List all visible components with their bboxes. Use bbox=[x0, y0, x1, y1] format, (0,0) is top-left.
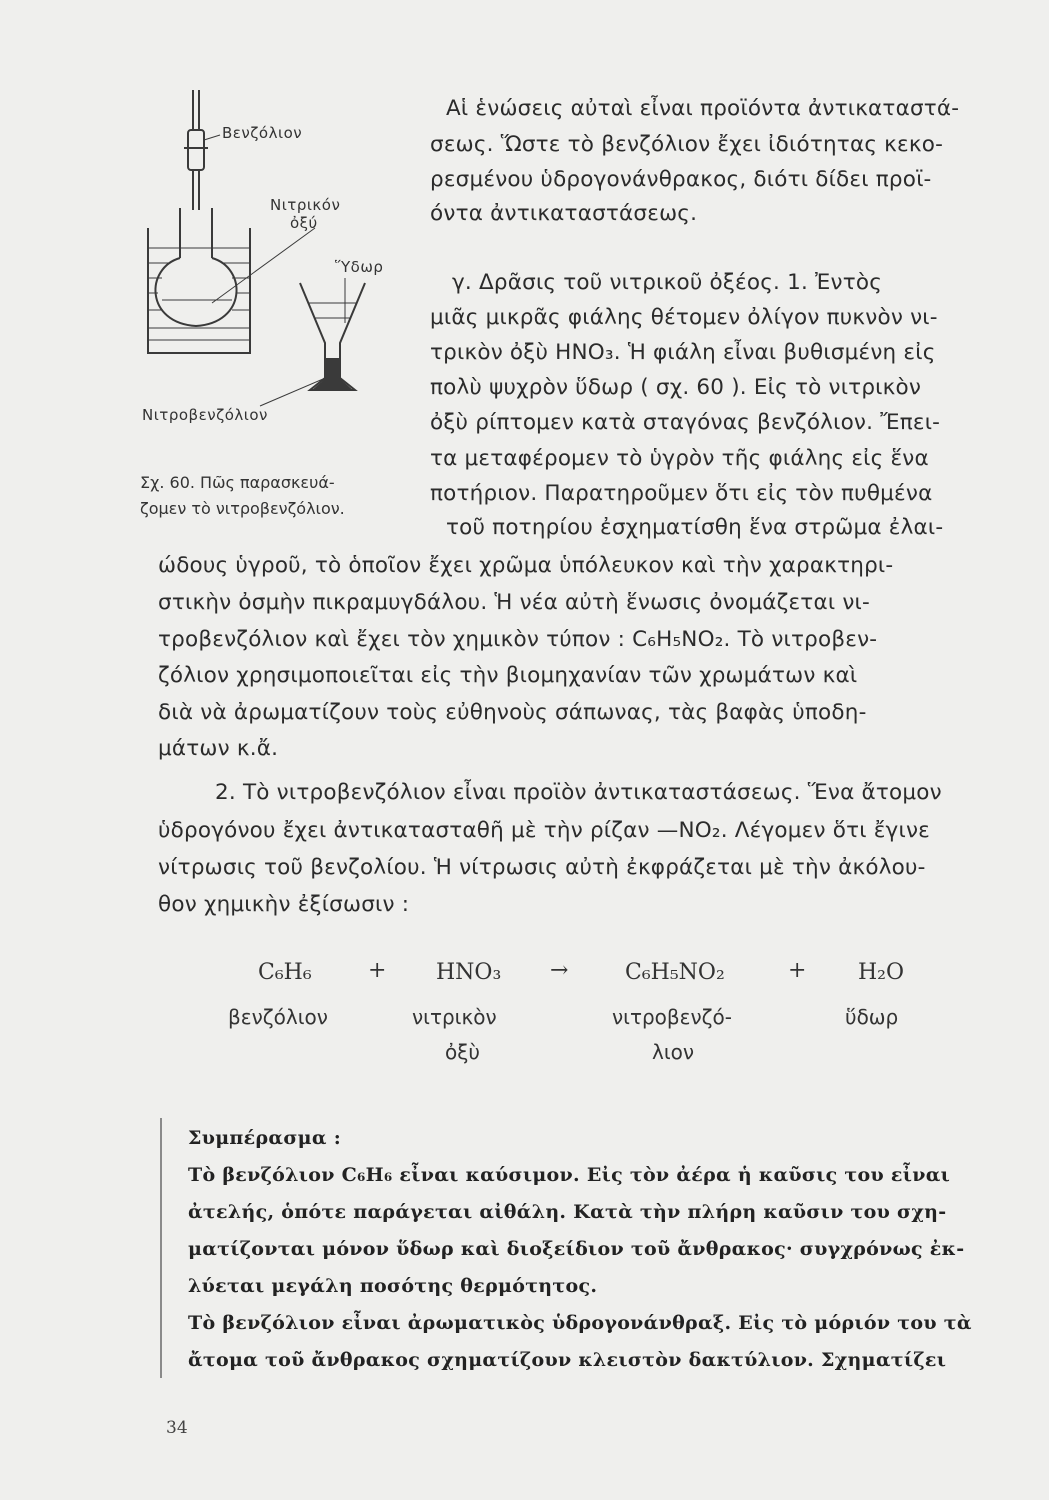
text-line: τοῦ ποτηρίου ἐσχηματίσθη ἕνα στρῶμα ἐλαι- bbox=[446, 515, 944, 540]
page-number: 34 bbox=[166, 1418, 188, 1438]
label-nitrobenzene: Νιτροβενζόλιον bbox=[142, 406, 268, 424]
eq-name-nitric-2: ὀξὺ bbox=[445, 1040, 480, 1064]
eq-name-benzene: βενζόλιον bbox=[228, 1005, 328, 1029]
section-heading: γ. Δρᾶσις τοῦ νιτρικοῦ ὀξέος. 1. Ἐντὸς bbox=[452, 270, 883, 295]
conclusion-line: ματίζονται μόνον ὕδωρ καὶ διοξείδιον τοῦ ἄνθρακος· συγχρόνως ἐκ- bbox=[188, 1238, 965, 1260]
eq-benzene-formula: C₆H₆ bbox=[258, 960, 312, 985]
eq-nitric-formula: HNO₃ bbox=[436, 960, 502, 985]
text-line: ζόλιον χρησιμοποιεῖται εἰς τὴν βιομηχανίαν τῶν χρωμάτων καὶ bbox=[158, 663, 858, 688]
label-benzene: Βενζόλιον bbox=[222, 124, 303, 142]
conclusion-line: Τὸ βενζόλιον εἶναι ἀρωματικὸς ὑδρογονάνθραξ. Εἰς τὸ μόριόν του τὰ bbox=[188, 1312, 972, 1334]
label-water: Ὕδωρ bbox=[335, 258, 384, 276]
eq-name-water: ὕδωρ bbox=[845, 1005, 899, 1029]
conclusion-line: λύεται μεγάλη ποσότης θερμότητος. bbox=[188, 1275, 598, 1297]
conclusion-line: Τὸ βενζόλιον C₆H₆ εἶναι καύσιμον. Εἰς τὸν ἀέρα ἡ καῦσις του εἶναι bbox=[188, 1164, 951, 1186]
eq-name-nitrobenzene: νιτροβενζό- bbox=[612, 1005, 732, 1029]
figure-caption bbox=[140, 470, 430, 522]
caption-line: ζομεν τὸ νιτροβενζόλιον. bbox=[140, 499, 345, 518]
conclusion-title: Συμπέρασμα : bbox=[188, 1127, 342, 1149]
text-line: ὑδρογόνου ἔχει ἀντικατασταθῆ μὲ τὴν ρίζαν —NO₂. Λέγομεν ὅτι ἔγινε bbox=[158, 818, 930, 843]
text-line: ὀξὺ ρίπτομεν κατὰ σταγόνας βενζόλιον. Ἔπει- bbox=[430, 410, 941, 435]
text-line: ρεσμένου ὑδρογονάνθρακος, διότι δίδει προϊ- bbox=[430, 167, 932, 192]
eq-name-nitrobenzene-2: λιον bbox=[652, 1040, 695, 1064]
label-nitric-acid-2: ὀξύ bbox=[290, 214, 318, 232]
text-line: πολὺ ψυχρὸν ὕδωρ ( σχ. 60 ). Εἰς τὸ νιτρικὸν bbox=[430, 375, 922, 400]
text-line: μιᾶς μικρᾶς φιάλης θέτομεν ὀλίγον πυκνὸν νι- bbox=[430, 305, 938, 330]
text-line: διὰ νὰ ἀρωματίζουν τοὺς εὐθηνοὺς σάπωνας, τὰς βαφὰς ὑποδη- bbox=[158, 700, 867, 725]
text-line: μάτων κ.ἄ. bbox=[158, 736, 279, 761]
text-line: νίτρωσις τοῦ βενζολίου. Ἡ νίτρωσις αὐτὴ ἐκφράζεται μὲ τὴν ἀκόλου- bbox=[158, 855, 926, 880]
eq-nitrobenzene-formula: C₆H₅NO₂ bbox=[625, 960, 725, 985]
text-line: τρικὸν ὀξὺ HNO₃. Ἡ φιάλη εἶναι βυθισμένη εἰς bbox=[430, 340, 936, 365]
conclusion-line: ἀτελής, ὁπότε παράγεται αἰθάλη. Κατὰ τὴν πλήρη καῦσιν του σχη- bbox=[188, 1201, 947, 1223]
caption-line: Σχ. 60. Πῶς παρασκευά- bbox=[140, 473, 335, 492]
eq-plus: + bbox=[368, 958, 387, 983]
text-line: 2. Τὸ νιτροβενζόλιον εἶναι προϊὸν ἀντικαταστάσεως. Ἕνα ἄτομον bbox=[215, 780, 942, 805]
eq-name-nitric: νιτρικὸν bbox=[412, 1005, 497, 1029]
label-nitric-acid: Νιτρικόν bbox=[270, 196, 341, 214]
apparatus-figure bbox=[140, 88, 420, 433]
text-line: Αἱ ἑνώσεις αὐταὶ εἶναι προϊόντα ἀντικαταστά- bbox=[446, 96, 960, 121]
eq-water-formula: H₂O bbox=[858, 960, 905, 985]
eq-plus: + bbox=[788, 958, 807, 983]
text-line: ώδους ὑγροῦ, τὸ ὁποῖον ἔχει χρῶμα ὑπόλευκον καὶ τὴν χαρακτηρι- bbox=[158, 553, 894, 578]
conclusion-line: ἄτομα τοῦ ἄνθρακος σχηματίζουν κλειστὸν δακτύλιον. Σχηματίζει bbox=[188, 1349, 947, 1371]
text-line: τροβενζόλιον καὶ ἔχει τὸν χημικὸν τύπον : C₆H₅NO₂. Τὸ νιτροβεν- bbox=[158, 627, 878, 652]
text-line: τα μεταφέρομεν τὸ ὑγρὸν τῆς φιάλης εἰς ἕνα bbox=[430, 446, 929, 471]
eq-arrow: → bbox=[550, 958, 569, 983]
text-line: όντα ἀντικαταστάσεως. bbox=[430, 201, 698, 226]
text-line: στικὴν ὀσμὴν πικραμυγδάλου. Ἡ νέα αὐτὴ ἕνωσις ὀνομάζεται νι- bbox=[158, 590, 870, 615]
text-line: θον χημικὴν ἐξίσωσιν : bbox=[158, 892, 410, 917]
text-line: ποτήριον. Παρατηροῦμεν ὅτι εἰς τὸν πυθμένα bbox=[430, 481, 933, 506]
text-line: σεως. Ὥστε τὸ βενζόλιον ἔχει ἰδιότητας κεκο- bbox=[430, 132, 944, 157]
